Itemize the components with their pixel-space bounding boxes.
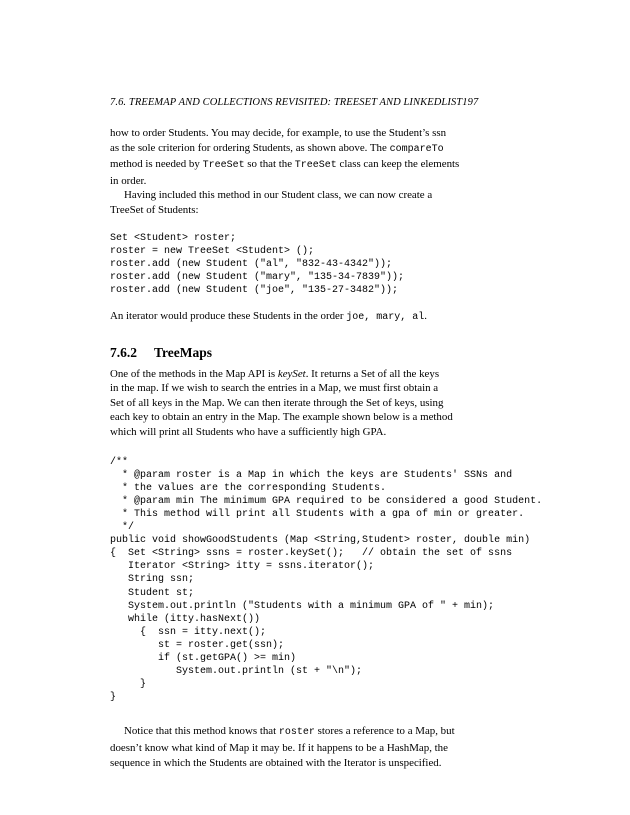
code-block-show-good-students: /** * @param roster is a Map in which the keys are Students' SSNs and * the values are the corresponding Students. * @param min The minimum GPA required to be considered a good Student. * This method will print all Students with a gpa of min or greater. */ public void showGoodStudents (Map <String,Student> roster, double min) { Set <String> ssns = roster.keySet(); // obtain the set of ssns Iterator <String> itty = ssns.iterator(); String ssn; Student st; System.out.println ("Students with a minimum GPA of " + min); while (itty.hasNext()) { ssn = itty.next(); st = roster.get(ssn); if (st.getGPA() >= min) System.out.println (st + "\n"); } } xyxy=(110,456,543,704)
text-line xyxy=(110,188,510,203)
paragraph-notice xyxy=(110,724,510,770)
inline-code: joe, mary, al xyxy=(346,312,425,324)
running-head: 7.6. TREEMAP AND COLLECTIONS REVISITED: TREESET AND LINKEDLIST197 xyxy=(110,97,479,108)
text-run: One of the methods in the Map API is xyxy=(110,367,278,380)
inline-code: TreeSet xyxy=(294,160,337,172)
text-line: which will print all Students who have a sufficiently high GPA. xyxy=(110,426,387,438)
inline-code: TreeSet xyxy=(202,160,245,172)
emphasis: keySet xyxy=(277,367,306,380)
text-line: how to order Students. You may decide, for example, to use the Student’s ssn xyxy=(110,127,447,139)
text-line: in order. xyxy=(110,174,147,187)
text-line: doesn’t know what kind of Map it may be. If it happens to be a HashMap, the xyxy=(110,741,448,754)
code-block-treeset: Set <Student> roster; roster = new TreeSet <Student> (); roster.add (new Student ("al", "832-43-4342")); roster.add (new Student ("mary", "135-34-7839")); roster.add (new Student ("joe", "135-27-3482")); xyxy=(110,232,405,296)
text-line: in the map. If we wish to search the entries in a Map, we must first obtain a xyxy=(110,382,439,395)
inline-code: compareTo xyxy=(389,143,444,155)
text-run: Having included this method in our Student class, we can now create a xyxy=(124,189,433,202)
paragraph-keyset xyxy=(110,367,510,440)
text-run: . xyxy=(424,310,427,323)
page xyxy=(110,96,543,770)
section-number: 7.6.2 xyxy=(110,344,137,360)
inline-code: roster xyxy=(278,727,315,739)
text-line xyxy=(110,724,510,741)
paragraph-compare-to xyxy=(110,126,510,188)
text-line xyxy=(110,367,510,382)
text-run: . It returns a Set of all the keys xyxy=(305,367,440,380)
section-heading xyxy=(110,345,510,361)
paragraph-treeset-intro xyxy=(110,188,510,217)
text-run: method is needed by xyxy=(110,158,203,171)
text-line: Set of all keys in the Map. We can then iterate through the Set of keys, using xyxy=(110,396,444,409)
text-line: sequence in which the Students are obtained with the Iterator is unspecified. xyxy=(110,756,442,769)
text-line: TreeSet of Students: xyxy=(110,203,199,216)
text-run: class can keep the elements xyxy=(336,158,460,171)
section-title: TreeMaps xyxy=(154,344,212,360)
text-run: so that the xyxy=(244,158,295,171)
text-run: Notice that this method knows that xyxy=(124,725,279,738)
text-run: as the sole criterion for ordering Students, as shown above. The xyxy=(110,141,390,154)
text-line xyxy=(110,141,510,158)
text-run: stores a reference to a Map, but xyxy=(314,725,455,738)
text-line: each key to obtain an entry in the Map. The example shown below is a method xyxy=(110,411,453,424)
text-line xyxy=(110,157,510,174)
paragraph-iterator-order xyxy=(110,309,510,326)
text-run: An iterator would produce these Students in the order xyxy=(110,310,347,323)
